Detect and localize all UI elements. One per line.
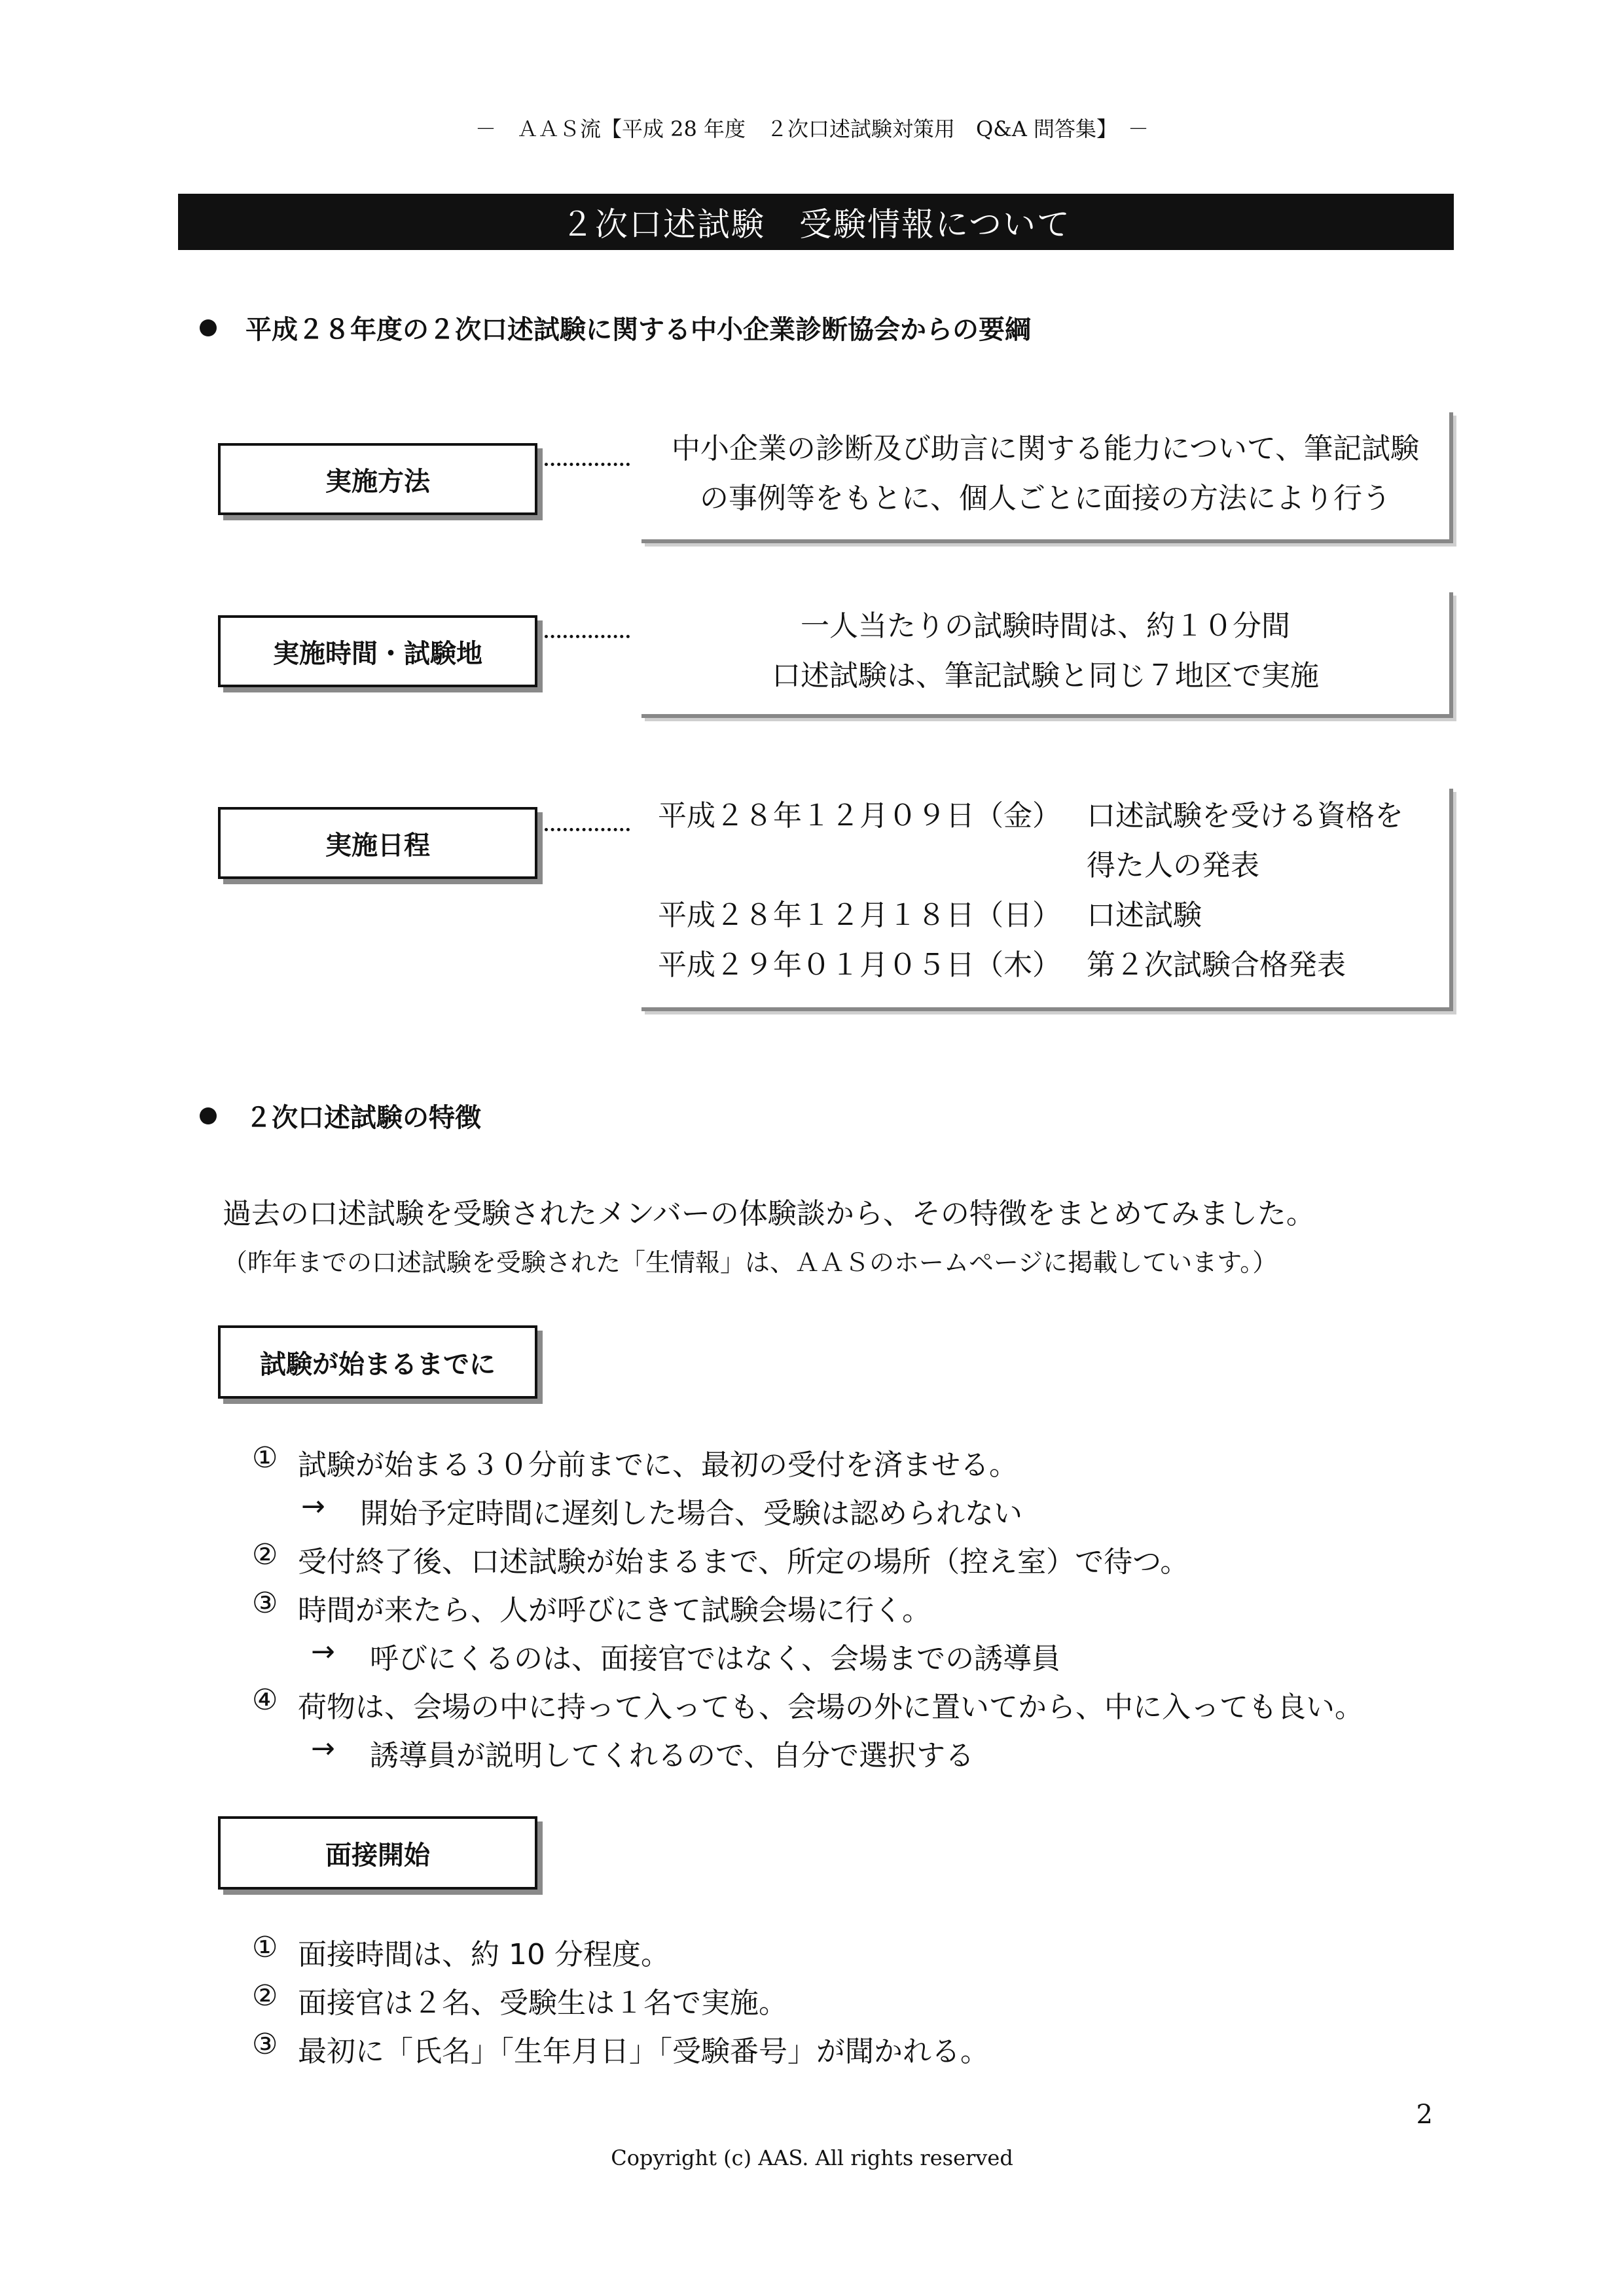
- list-number: ④: [252, 1683, 278, 1717]
- list-number: ③: [252, 2028, 278, 2061]
- list-text: 面接官は２名、受験生は１名で実施。: [298, 1986, 787, 2020]
- list-text: 荷物は、会場の中に持って入っても、会場の外に置いてから、中に入っても良い。: [298, 1691, 1363, 1724]
- schedule-event: 口述試験を受ける資格を: [1087, 799, 1403, 833]
- label-method: 実施方法: [218, 443, 537, 515]
- list-number: ①: [252, 1441, 278, 1475]
- list-item: [252, 1587, 931, 1628]
- list-text: 開始予定時間に遅刻した場合、受験は認められない: [360, 1497, 1022, 1530]
- section-heading-text: ２次口述試験の特徴: [245, 1103, 481, 1133]
- list-subitem: [311, 1635, 1060, 1677]
- schedule-event: 第２次試験合格発表: [1087, 948, 1346, 982]
- list-text: 誘導員が説明してくれるので、自分で選択する: [370, 1739, 975, 1772]
- arrow-icon: →: [311, 1732, 335, 1765]
- note-text: （昨年までの口述試験を受験された「生情報」は、ＡＡＳのホームページに掲載しています。）: [223, 1248, 1278, 1277]
- list-number: ③: [252, 1587, 278, 1620]
- schedule-row: [658, 941, 1449, 990]
- list-number: ②: [252, 1538, 278, 1571]
- label-time-location: 実施時間・試験地: [218, 615, 537, 687]
- list-item: [252, 1683, 1363, 1725]
- label-schedule: 実施日程: [218, 807, 537, 879]
- list-item: [252, 1441, 1018, 1483]
- section-heading-features: [200, 1097, 481, 1134]
- list-item: [252, 1931, 670, 1973]
- connector-dots: [545, 463, 630, 466]
- list-text: 試験が始まる３０分前までに、最初の受付を済ませる。: [298, 1448, 1018, 1482]
- info-line: 一人当たりの試験時間は、約１０分間: [801, 609, 1290, 643]
- list-item: [252, 2028, 989, 2070]
- section-heading-guidelines: [200, 309, 1031, 346]
- info-line: 中小企業の診断及び助言に関する能力について、筆記試験: [671, 432, 1420, 465]
- info-line: の事例等をもとに、個人ごとに面接の方法により行う: [700, 482, 1391, 515]
- info-line: 口述試験は、筆記試験と同じ７地区で実施: [772, 659, 1319, 692]
- label-before-exam: 試験が始まるまでに: [218, 1325, 537, 1399]
- bullet-icon: [200, 1107, 217, 1124]
- copyright-notice: Copyright (c) AAS. All rights reserved: [611, 2145, 1013, 2170]
- schedule-date: 平成２８年１２月０９日（金）: [658, 799, 1061, 833]
- schedule-date: [658, 841, 1087, 891]
- list-subitem: [311, 1732, 974, 1774]
- arrow-icon: →: [311, 1635, 335, 1668]
- schedule-row: [658, 841, 1449, 891]
- connector-dots: [545, 635, 630, 638]
- list-text: 面接時間は、約 10 分程度。: [298, 1938, 670, 1971]
- schedule-row: [658, 791, 1449, 841]
- list-subitem: [301, 1490, 1022, 1532]
- arrow-icon: →: [301, 1490, 325, 1523]
- document-header: － ＡＡＳ流【平成 28 年度 ２次口述試験対策用 Q&A 問答集】 －: [475, 117, 1149, 141]
- schedule-date: 平成２９年０１月０５日（木）: [658, 948, 1061, 982]
- list-item: [252, 1979, 787, 2021]
- info-method: [641, 412, 1453, 543]
- schedule-event: 得た人の発表: [1087, 849, 1259, 882]
- list-text: 時間が来たら、人が呼びにきて試験会場に行く。: [298, 1594, 931, 1627]
- list-text: 最初に「氏名」「生年月日」「受験番号」が聞かれる。: [298, 2035, 989, 2068]
- list-text: 呼びにくるのは、面接官ではなく、会場までの誘導員: [370, 1642, 1061, 1676]
- info-schedule: [641, 789, 1453, 1011]
- schedule-event: 口述試験: [1087, 899, 1202, 932]
- connector-dots: [545, 828, 630, 831]
- info-time-location: [641, 592, 1453, 718]
- page-title: ２次口述試験 受験情報について: [178, 194, 1454, 250]
- bullet-icon: [200, 319, 217, 336]
- list-number: ①: [252, 1931, 278, 1964]
- intro-text: 過去の口述試験を受験されたメンバーの体験談から、その特徴をまとめてみました。: [223, 1197, 1315, 1230]
- section-heading-text: 平成２８年度の２次口述試験に関する中小企業診断協会からの要綱: [245, 315, 1031, 345]
- list-text: 受付終了後、口述試験が始まるまで、所定の場所（控え室）で待つ。: [298, 1545, 1189, 1579]
- schedule-row: [658, 891, 1449, 941]
- list-item: [252, 1538, 1189, 1580]
- label-interview-start: 面接開始: [218, 1816, 537, 1890]
- list-number: ②: [252, 1979, 278, 2013]
- schedule-date: 平成２８年１２月１８日（日）: [658, 899, 1061, 932]
- page-number: 2: [1416, 2100, 1433, 2130]
